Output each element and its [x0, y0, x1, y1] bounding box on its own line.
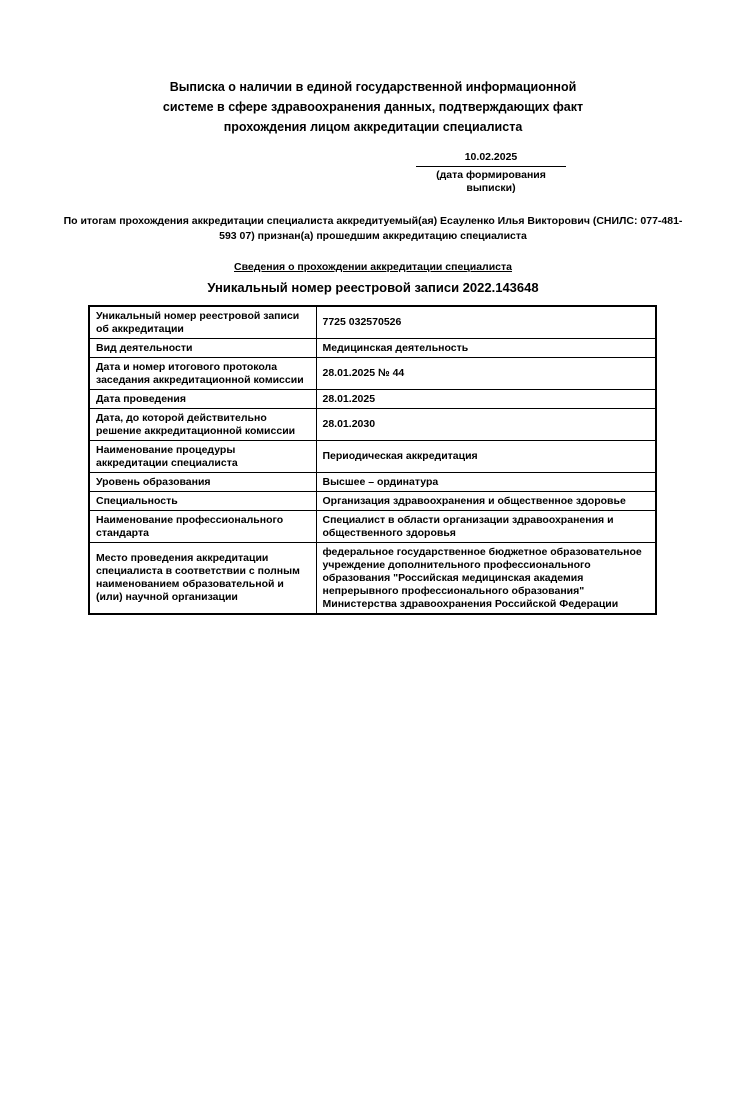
field-label-cell: Вид деятельности [89, 339, 316, 358]
field-value-cell: Периодическая аккредитация [316, 441, 656, 473]
field-value-cell: Медицинская деятельность [316, 339, 656, 358]
document-title-line: прохождения лицом аккредитации специалиста [223, 120, 523, 134]
intro-paragraph-line: 593 07) признан(а) прошедшим аккредитацию специалиста [219, 230, 527, 242]
extract-date-caption: (дата формирования выписки) [436, 169, 546, 194]
field-value-cell: 28.01.2025 [316, 390, 656, 409]
field-label-cell: Уровень образования [89, 473, 316, 492]
field-value-cell: Специалист в области организации здравоохранения и общественного здоровья [316, 511, 656, 543]
document-page [0, 77, 746, 1106]
registry-number-heading: Уникальный номер реестровой записи 2022.143648 [207, 280, 539, 295]
field-label-cell: Дата и номер итогового протокола заседания аккредитационной комиссии [89, 358, 316, 390]
field-label-cell: Уникальный номер реестровой записи об аккредитации [89, 306, 316, 339]
table-row [89, 390, 656, 409]
table-row [89, 543, 656, 615]
section-heading: Сведения о прохождении аккредитации специалиста [234, 261, 512, 273]
extract-date-block [416, 151, 566, 195]
field-value-cell: Высшее – ординатура [316, 473, 656, 492]
table-row [89, 511, 656, 543]
intro-paragraph [0, 214, 746, 244]
field-label-cell: Дата, до которой действительно решение аккредитационной комиссии [89, 409, 316, 441]
field-value-cell: Организация здравоохранения и общественное здоровье [316, 492, 656, 511]
table-row [89, 492, 656, 511]
field-label-cell: Наименование профессионального стандарта [89, 511, 316, 543]
table-row [89, 339, 656, 358]
table-row [89, 306, 656, 339]
field-label-cell: Место проведения аккредитации специалиста в соответствии с полным наименованием образовательной и (или) научной организации [89, 543, 316, 615]
field-label-cell: Дата проведения [89, 390, 316, 409]
field-label-cell: Наименование процедуры аккредитации специалиста [89, 441, 316, 473]
field-value-cell: 7725 032570526 [316, 306, 656, 339]
table-row [89, 441, 656, 473]
accreditation-table [88, 305, 657, 615]
table-row [89, 409, 656, 441]
field-label-cell: Специальность [89, 492, 316, 511]
document-title-line: системе в сфере здравоохранения данных, подтверждающих факт [162, 100, 584, 114]
field-value-cell: 28.01.2025 № 44 [316, 358, 656, 390]
document-title [0, 77, 746, 137]
table-row [89, 358, 656, 390]
field-value-cell: 28.01.2030 [316, 409, 656, 441]
table-row [89, 473, 656, 492]
document-title-line: Выписка о наличии в единой государственной информационной [169, 80, 577, 94]
field-value-cell: федеральное государственное бюджетное образовательное учреждение дополнительного профессионального образования "Российская медицинская академия непрерывного профессионального образования" Министерства здравоохранения Российской Федерации [316, 543, 656, 615]
extract-date: 10.02.2025 [416, 151, 566, 167]
intro-paragraph-line: По итогам прохождения аккредитации специалиста аккредитуемый(ая) Есауленко Илья Викторович (СНИЛС: 077-481- [63, 215, 683, 227]
